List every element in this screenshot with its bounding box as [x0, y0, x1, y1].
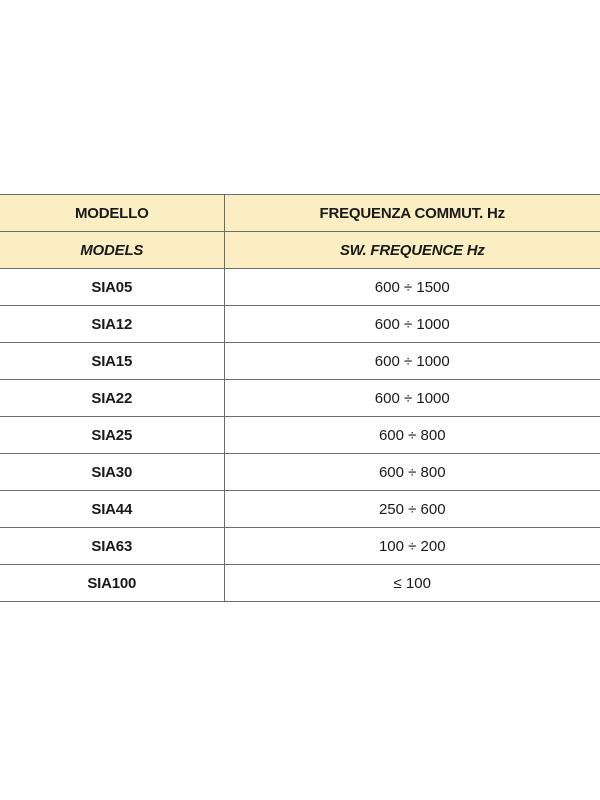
- frequency-cell: 600 ÷ 800: [224, 417, 600, 454]
- table-row: [0, 454, 600, 491]
- model-cell: SIA25: [0, 417, 224, 454]
- frequency-cell: 600 ÷ 1000: [224, 343, 600, 380]
- header-model-en: MODELS: [0, 232, 224, 269]
- model-cell: SIA30: [0, 454, 224, 491]
- frequency-cell: 600 ÷ 1000: [224, 380, 600, 417]
- switching-frequency-table: [0, 194, 600, 602]
- frequency-cell: 600 ÷ 800: [224, 454, 600, 491]
- frequency-cell: 100 ÷ 200: [224, 528, 600, 565]
- table-header-english: [0, 232, 600, 269]
- frequency-cell: 250 ÷ 600: [224, 491, 600, 528]
- model-cell: SIA100: [0, 565, 224, 602]
- model-cell: SIA12: [0, 306, 224, 343]
- frequency-cell: 600 ÷ 1500: [224, 269, 600, 306]
- table-row: [0, 491, 600, 528]
- header-frequency-it: FREQUENZA COMMUT. Hz: [224, 195, 600, 232]
- frequency-cell: ≤ 100: [224, 565, 600, 602]
- model-cell: SIA63: [0, 528, 224, 565]
- table-row: [0, 380, 600, 417]
- table-row: [0, 417, 600, 454]
- table-row: [0, 343, 600, 380]
- header-model-it: MODELLO: [0, 195, 224, 232]
- model-cell: SIA44: [0, 491, 224, 528]
- table-header-italian: [0, 195, 600, 232]
- frequency-cell: 600 ÷ 1000: [224, 306, 600, 343]
- table-row: [0, 528, 600, 565]
- frequency-table-container: [0, 194, 600, 602]
- table-row: [0, 306, 600, 343]
- header-frequency-en: SW. FREQUENCE Hz: [224, 232, 600, 269]
- table-row: [0, 269, 600, 306]
- model-cell: SIA05: [0, 269, 224, 306]
- model-cell: SIA22: [0, 380, 224, 417]
- model-cell: SIA15: [0, 343, 224, 380]
- table-row: [0, 565, 600, 602]
